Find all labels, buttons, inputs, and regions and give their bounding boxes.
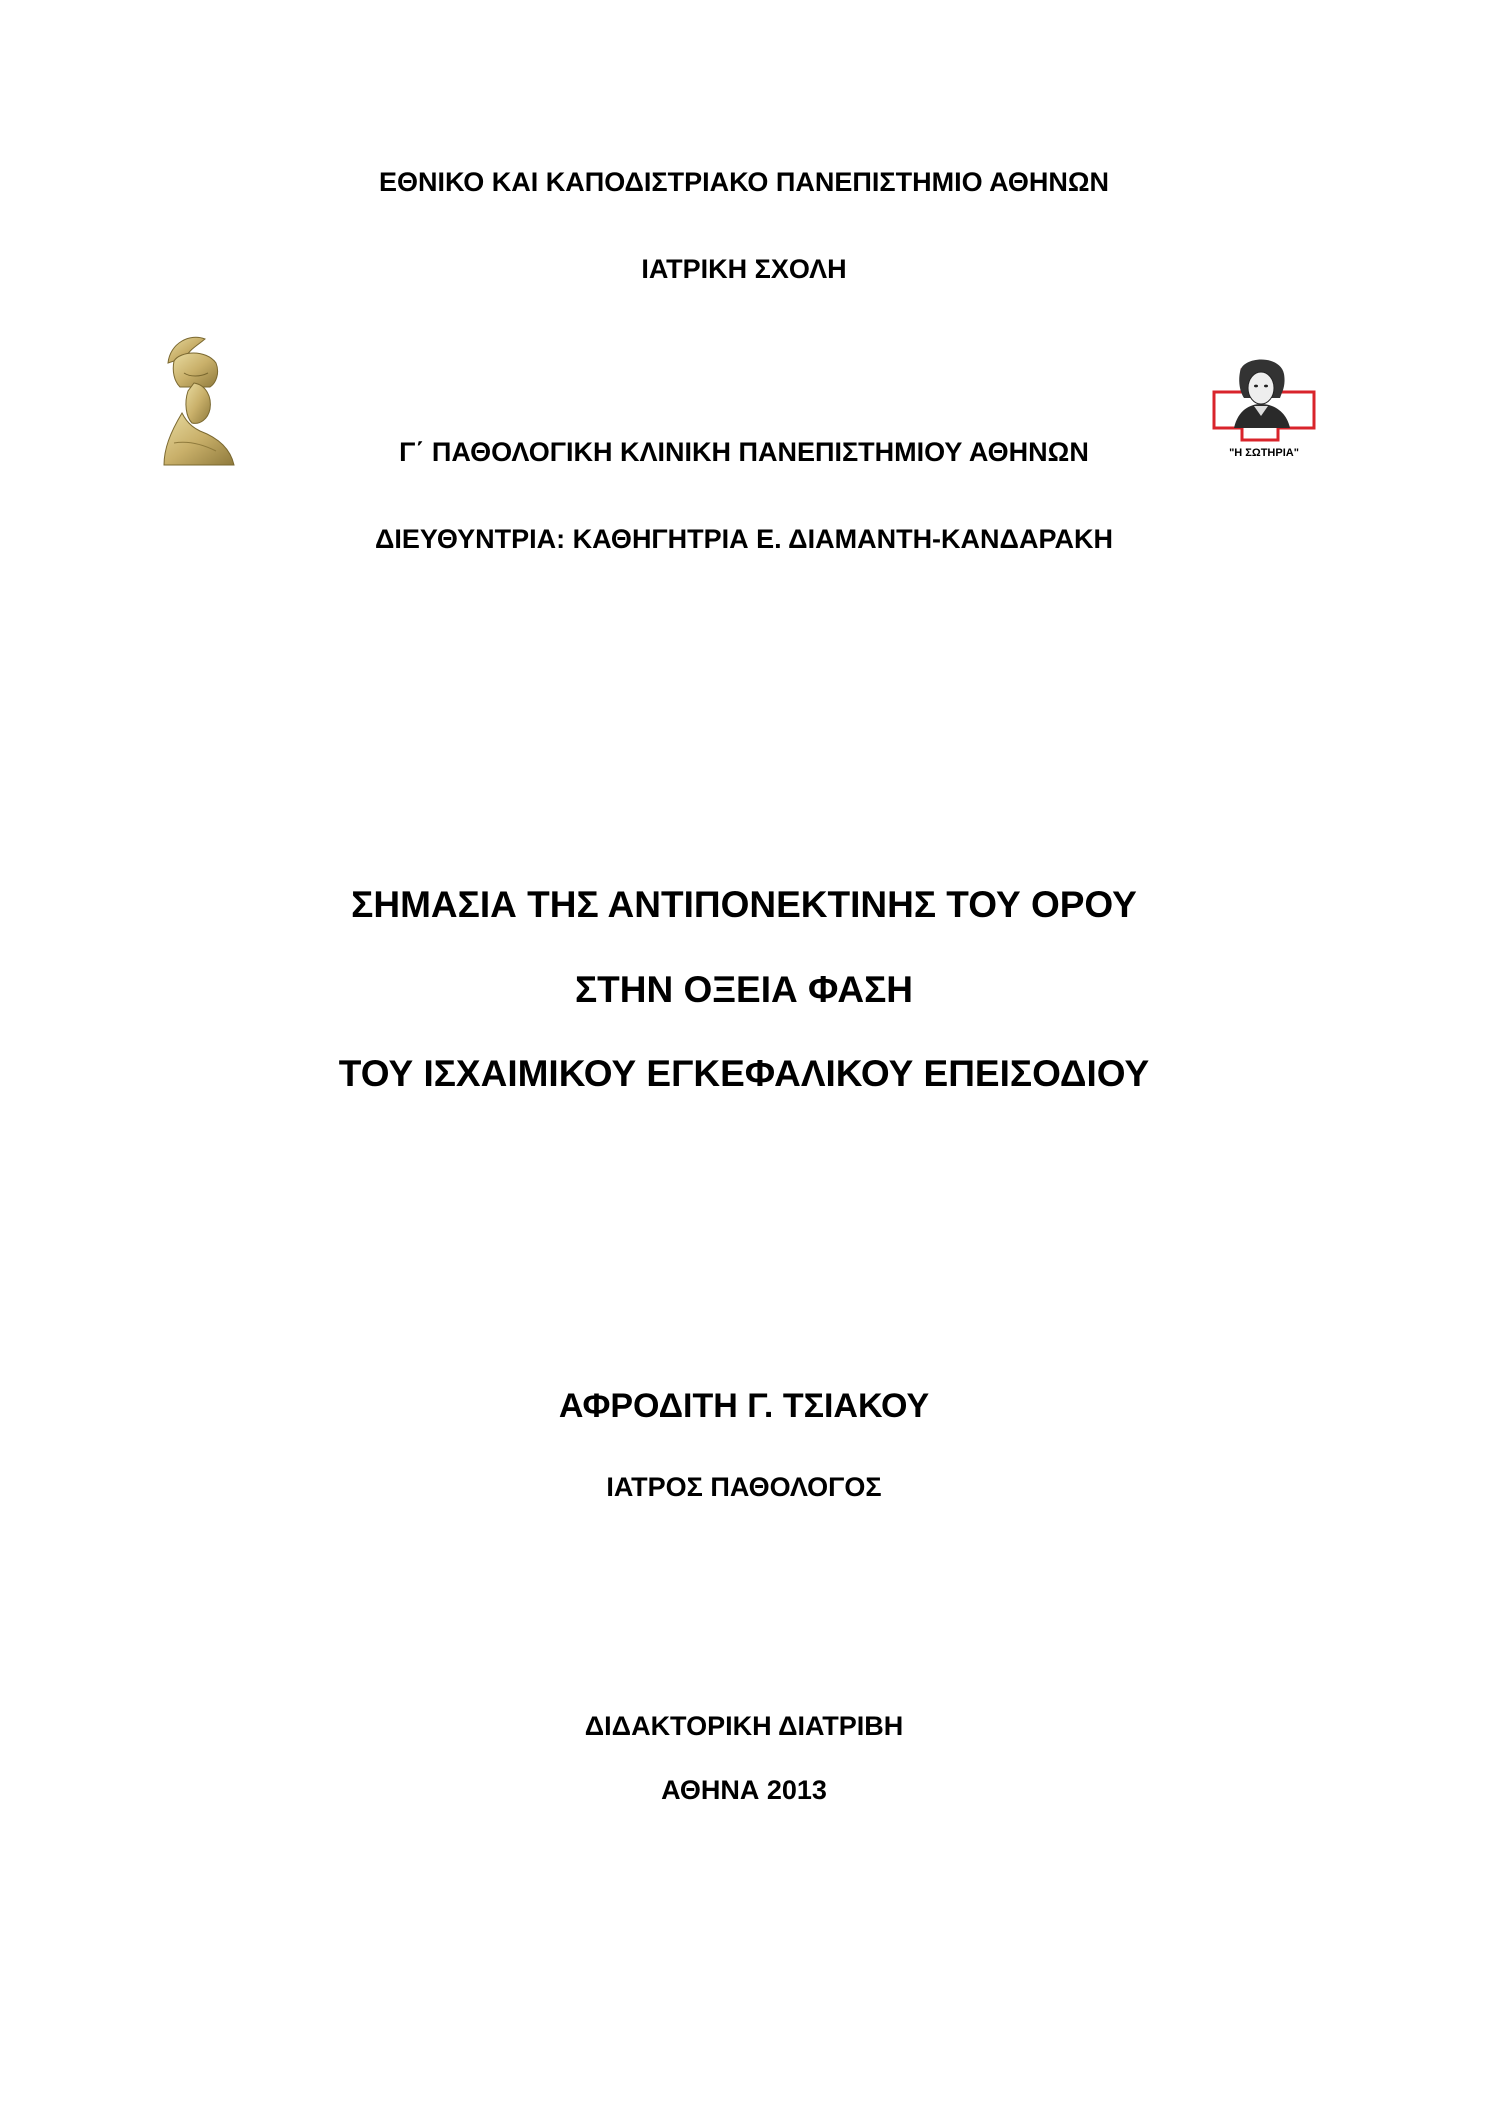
document-type: ΔΙΔΑΚΤΟΡΙΚΗ ΔΙΑΤΡΙΒΗ xyxy=(584,1711,904,1741)
clinic-name: Γ΄ ΠΑΘΟΛΟΓΙΚΗ ΚΛΙΝΙΚΗ ΠΑΝΕΠΙΣΤΗΜΙΟΥ ΑΘΗΝΩΝ xyxy=(399,437,1089,467)
university-name: ΕΘΝΙΚΟ ΚΑΙ ΚΑΠΟΔΙΣΤΡΙΑΚΟ ΠΑΝΕΠΙΣΤΗΜΙΟ ΑΘΗΝΩΝ xyxy=(378,167,1110,197)
thesis-title-line-2: ΣΤΗΝ ΟΞΕΙΑ ΦΑΣΗ xyxy=(574,969,914,1010)
thesis-title-line-3: ΤΟΥ ΙΣΧΑΙΜΙΚΟΥ ΕΓΚΕΦΑΛΙΚΟΥ ΕΠΕΙΣΟΔΙΟΥ xyxy=(338,1053,1150,1094)
place-year: ΑΘΗΝΑ 2013 xyxy=(661,1775,827,1805)
thesis-title-line-1: ΣΗΜΑΣΙΑ ΤΗΣ ΑΝΤΙΠΟΝΕΚΤΙΝΗΣ ΤΟΥ ΟΡΟΥ xyxy=(351,884,1137,925)
director-line: ΔΙΕΥΘΥΝΤΡΙΑ: ΚΑΘΗΓΗΤΡΙΑ Ε. ΔΙΑΜΑΝΤΗ-ΚΑΝΔΑΡΑΚΗ xyxy=(375,524,1113,554)
sotiria-caption: "Η ΣΩΤΗΡΙΑ" xyxy=(1229,447,1299,459)
author-name: ΑΦΡΟΔΙΤΗ Γ. ΤΣΙΑΚΟΥ xyxy=(558,1387,930,1425)
school-name: ΙΑΤΡΙΚΗ ΣΧΟΛΗ xyxy=(641,254,847,284)
author-profession: ΙΑΤΡΟΣ ΠΑΘΟΛΟΓΟΣ xyxy=(606,1472,882,1502)
